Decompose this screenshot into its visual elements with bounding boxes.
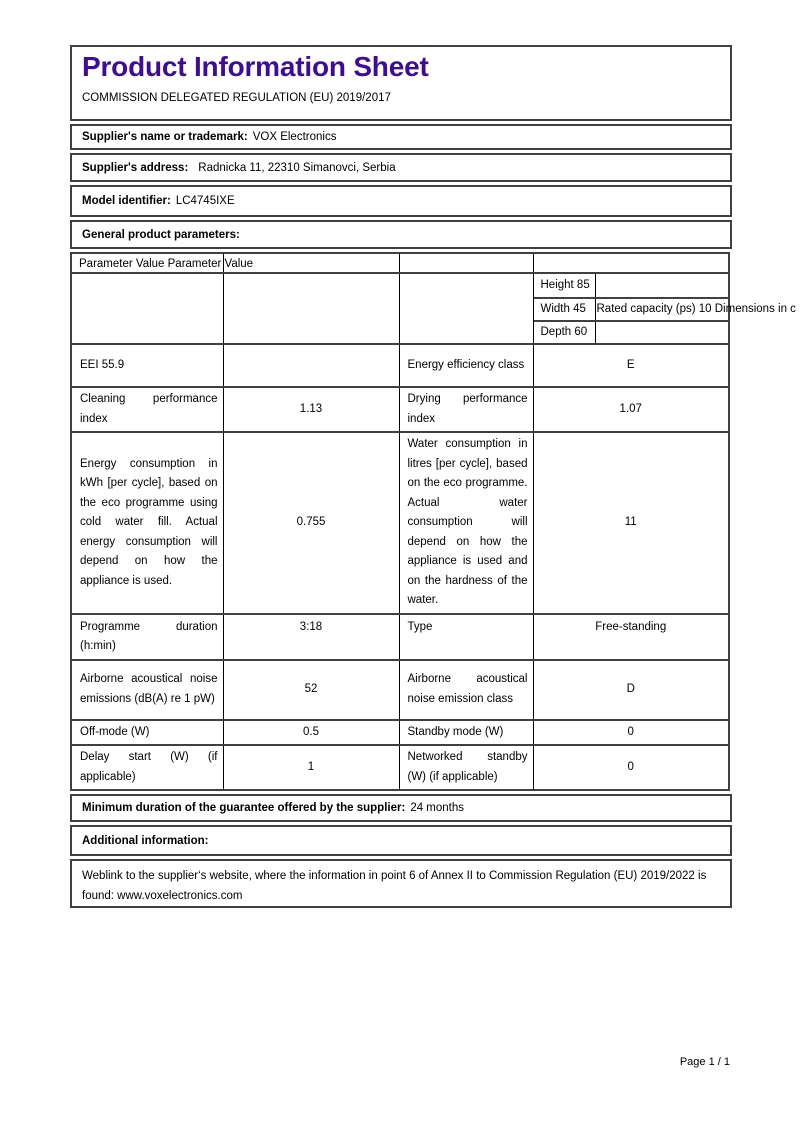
supplier-name-label: Supplier's name or trademark: [82, 131, 248, 143]
guarantee-row [70, 794, 732, 822]
param-label-cell: Off-mode (W) [71, 720, 223, 746]
param-value-cell: 1 [223, 745, 399, 790]
param-label-cell: Delay start (W) (if applicable) [71, 745, 223, 790]
guarantee-value: 24 months [410, 802, 465, 814]
param-label-cell: Energy consumption in kWh [per cycle], based on the eco programme using cold water fill. Actual energy consumption will depend on how the appliance is used. [71, 432, 223, 614]
param-row-eei [71, 344, 729, 387]
param-row-consumption [71, 432, 729, 614]
param-label-cell: Standby mode (W) [399, 720, 533, 746]
empty-cell [223, 273, 399, 344]
supplier-address-value: Radnicka 11, 22310 Simanovci, Serbia [198, 161, 396, 174]
dimensions-cell [533, 273, 796, 344]
param-row-noise [71, 660, 729, 720]
param-header-text: Parameter Value Parameter Value [79, 258, 254, 270]
additional-info-label: Additional information: [82, 834, 209, 847]
param-label-cell: Networked standby (W) (if applicable) [399, 745, 533, 790]
page-footer: Page 1 / 1 [679, 1056, 730, 1068]
empty-cell [399, 273, 533, 344]
param-value-cell: E [533, 344, 729, 387]
page-title: Product Information Sheet [82, 51, 429, 82]
param-value-cell: 3:18 [223, 614, 399, 660]
parameters-table [70, 252, 796, 791]
param-table-header-row [71, 253, 729, 273]
param-value-cell: 0 [533, 720, 729, 746]
param-value-cell: 11 [533, 432, 729, 614]
param-label-cell: Energy efficiency class [399, 344, 533, 387]
weblink-text: Weblink to the supplier‘s website, where the information in point 6 of Annex II to Commission Regulation (EU) 2019/2022 is found: www.voxelectronics.com [82, 870, 707, 902]
empty-cell [533, 253, 729, 273]
param-label-cell: EEI 55.9 [71, 344, 223, 387]
weblink-row [70, 859, 732, 908]
guarantee-label: Minimum duration of the guarantee offered by the supplier: [82, 802, 406, 814]
param-value-cell: 1.07 [533, 387, 729, 432]
param-value-cell: D [533, 660, 729, 720]
param-label-cell: Airborne acoustical noise emission class [399, 660, 533, 720]
supplier-name-value: VOX Electronics [252, 131, 337, 143]
dimension-depth: Depth 60 [534, 322, 596, 343]
param-value-cell: 0 [533, 745, 729, 790]
supplier-name-row [70, 124, 732, 150]
empty-cell [399, 253, 533, 273]
supplier-address-label: Supplier's address: [82, 161, 189, 174]
document-body [70, 45, 796, 911]
param-value-cell: 0.755 [223, 432, 399, 614]
dimension-width-row [534, 299, 796, 322]
model-identifier-row [70, 185, 732, 217]
general-parameters-heading-row [70, 220, 732, 249]
dimension-height: Height 85 [534, 274, 596, 297]
model-identifier-label: Model identifier: [82, 195, 171, 207]
param-value-cell: 52 [223, 660, 399, 720]
param-value-cell [223, 344, 399, 387]
param-label-cell: Programme duration (h:min) [71, 614, 223, 660]
regulation-subtitle: COMMISSION DELEGATED REGULATION (EU) 2019/2017 [82, 92, 391, 104]
param-value-cell: 0.5 [223, 720, 399, 746]
param-label-cell: Type [399, 614, 533, 660]
param-label-cell: Airborne acoustical noise emissions (dB(A) re 1 pW) [71, 660, 223, 720]
additional-info-row [70, 825, 732, 856]
param-value-cell: 1.13 [223, 387, 399, 432]
param-row-duration [71, 614, 729, 660]
param-label-cell: Cleaning performance index [71, 387, 223, 432]
param-row-delaystart [71, 745, 729, 790]
param-row-cleaning [71, 387, 729, 432]
param-label-cell: Water consumption in litres [per cycle], based on the eco programme. Actual water consumption will depend on how the appliance is used and on the hardness of the water. [399, 432, 533, 614]
dimensions-row [71, 273, 729, 344]
model-identifier-value: LC4745IXE [175, 195, 235, 207]
dimension-height-row [534, 274, 729, 299]
general-parameters-heading: General product parameters: [82, 228, 240, 241]
param-value-cell: Free-standing [533, 614, 729, 660]
rated-capacity-overflow-text: Rated capacity (ps) 10 Dimensions in c [596, 303, 796, 315]
title-box [70, 45, 732, 121]
param-row-offmode [71, 720, 729, 746]
empty-cell [71, 273, 223, 344]
param-header-cell [71, 253, 254, 273]
dimension-width: Width 45 [534, 299, 596, 320]
param-label-cell: Drying performance index [399, 387, 533, 432]
supplier-address-row [70, 153, 732, 182]
dimension-depth-row [534, 322, 729, 343]
